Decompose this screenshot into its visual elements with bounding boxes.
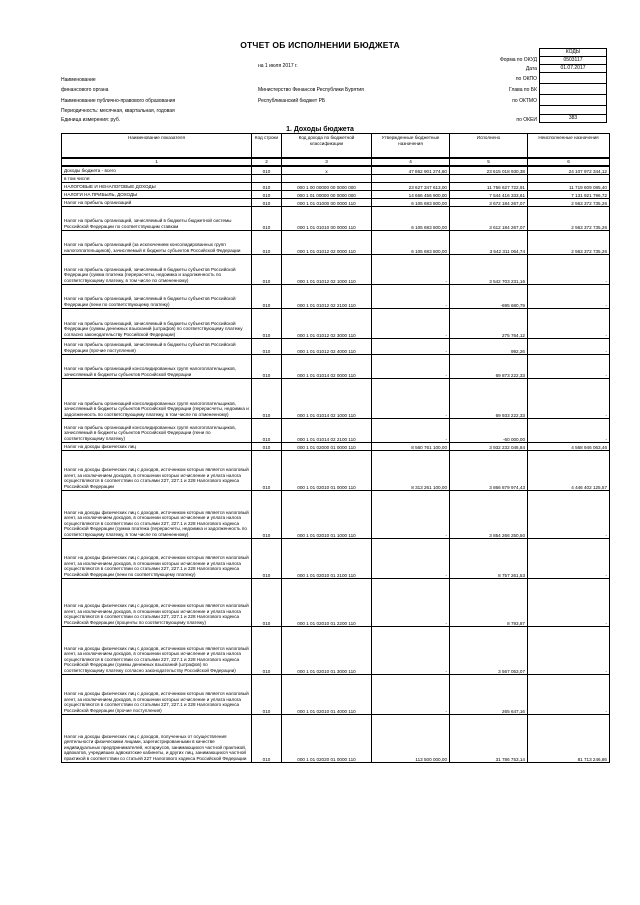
row-rest: - <box>528 674 610 714</box>
col-header-approved: Утвержденные бюджетные назначения <box>372 134 450 159</box>
table-row <box>62 578 610 626</box>
code-date: 01.07.2017 <box>540 65 607 73</box>
row-done: 31 786 753,14 <box>450 714 528 762</box>
row-code: 010 <box>252 378 282 418</box>
label-date: Дата <box>525 66 537 72</box>
row-code: 010 <box>252 714 282 762</box>
row-approved: 6 105 683 800,00 <box>372 198 450 206</box>
row-kbk: 000 1 01 01012 02 0000 110 <box>282 230 372 254</box>
row-name: НАЛОГИ НА ПРИБЫЛЬ, ДОХОДЫ <box>62 190 252 198</box>
row-name: Налог на прибыль организаций, зачисляемый в бюджеты субъектов Российской Федерации (суммы денежных взысканий (штрафов) по соответствующему платежу согласно законодательству Российской Федерации) <box>62 308 252 338</box>
row-done: 265 647,16 <box>450 674 528 714</box>
table-row <box>62 166 610 174</box>
row-name: в том числе: <box>62 174 252 182</box>
row-name: Доходы бюджета - всего <box>62 166 252 174</box>
row-name: Налог на доходы физических лиц с доходов, источником которых является налоговый агент, за исключением доходов, в отношении которых исчисление и уплата налога осуществляются в соответствии со статьями 227, 227.1 и 228 Налогового кодекса Российской Федерации <box>62 450 252 490</box>
table-row <box>62 308 610 338</box>
row-name: Налог на доходы физических лиц с доходов, источником которых является налоговый агент, за исключением доходов, в отношении которых исчисление и уплата налога осуществляются в соответствии со статьями 227, 227.1 и 228 Налогового кодекса Российской Федерации (пени по соответствующему платежу) <box>62 538 252 578</box>
row-name: Налог на доходы физических лиц с доходов, источником которых является налоговый агент, за исключением доходов, в отношении которых исчисление и уплата налога осуществляются в соответствии со статьями 227, 227.1 и 228 Налогового кодекса Российской Федерации (суммы денежных взысканий (штрафов) по соответствующему платежу согласно законодательству Российской Федерации) <box>62 626 252 674</box>
header-fin-organ-value: Министерство Финансов Республики Бурятия <box>258 87 364 93</box>
row-done: 3 866 879 974,43 <box>450 450 528 490</box>
row-code: 010 <box>252 198 282 206</box>
row-code: 010 <box>252 166 282 174</box>
row-kbk: 000 1 01 01012 02 2100 110 <box>282 284 372 308</box>
row-code: 010 <box>252 254 282 284</box>
codes-head: КОДЫ <box>540 49 607 57</box>
row-code: 010 <box>252 578 282 626</box>
col-num: 4 <box>372 158 450 166</box>
row-approved: 47 862 901 274,60 <box>372 166 450 174</box>
row-done: 23 615 018 930,38 <box>450 166 528 174</box>
row-kbk: 000 1 01 01014 02 0000 110 <box>282 354 372 378</box>
col-header-rest: Неисполненные назначения <box>528 134 610 159</box>
code-okei: 383 <box>540 115 607 123</box>
row-rest: 2 563 372 735,26 <box>528 206 610 230</box>
row-rest: - <box>528 338 610 354</box>
row-done: 7 544 416 333,61 <box>450 190 528 198</box>
row-code: 010 <box>252 308 282 338</box>
table-row <box>62 230 610 254</box>
row-rest: - <box>528 626 610 674</box>
table-body <box>62 166 610 762</box>
code-okud: 0503117 <box>540 57 607 65</box>
col-header-name: Наименование показателя <box>62 134 252 159</box>
col-header-done: Исполнено <box>450 134 528 159</box>
row-rest: 4 568 946 063,46 <box>528 442 610 450</box>
row-code: 010 <box>252 674 282 714</box>
row-name: Налог на прибыль организаций консолидированных групп налогоплательщиков, зачисляемый в бюджеты субъектов Российской Федерации <box>62 354 252 378</box>
row-approved: 8 560 761 100,00 <box>372 442 450 450</box>
header-label-fin-organ: финансового органа <box>61 87 109 93</box>
col-num: 2 <box>252 158 282 166</box>
row-rest: - <box>528 308 610 338</box>
row-approved: - <box>372 354 450 378</box>
row-kbk: 000 1 01 02010 01 3000 110 <box>282 626 372 674</box>
table-row <box>62 254 610 284</box>
row-name: Налог на доходы физических лиц с доходов, источником которых является налоговый агент, за исключением доходов, в отношении которых исчисление и уплата налога осуществляются в соответствии со статьями 227, 227.1 и 228 Налогового кодекса Российской Федерации (проценты по соответствующему платежу) <box>62 578 252 626</box>
row-rest: 81 713 246,86 <box>528 714 610 762</box>
row-name: Налог на доходы физических лиц <box>62 442 252 450</box>
row-code: 010 <box>252 354 282 378</box>
row-rest: 11 719 609 085,40 <box>528 182 610 190</box>
row-approved <box>372 174 450 182</box>
report-title: ОТЧЕТ ОБ ИСПОЛНЕНИИ БЮДЖЕТА <box>240 40 400 50</box>
row-done: 3 854 266 250,50 <box>450 490 528 538</box>
row-name: Налог на прибыль организаций, зачисляемый в бюджеты субъектов Российской Федерации (прочие поступления) <box>62 338 252 354</box>
row-code <box>252 174 282 182</box>
header-label-periodicity: Периодичность: месячная, квартальная, годовая <box>61 108 175 114</box>
row-rest: - <box>528 284 610 308</box>
row-code: 010 <box>252 338 282 354</box>
row-name: Налог на доходы физических лиц с доходов, источником которых является налоговый агент, за исключением доходов, в отношении которых исчисление и уплата налога осуществляются в соответствии со статьями 227, 227.1 и 228 Налогового кодекса Российской Федерации (прочие поступления) <box>62 674 252 714</box>
row-approved: - <box>372 378 450 418</box>
row-kbk: 000 1 01 02010 01 4000 110 <box>282 674 372 714</box>
row-approved: - <box>372 578 450 626</box>
col-header-kbk: Код дохода по бюджетной классификации <box>282 134 372 159</box>
label-okei: по ОКЕИ <box>516 117 537 123</box>
row-name: Налог на прибыль организаций, зачисляемый в бюджеты бюджетной системы Российской Федерации по соответствующим ставкам <box>62 206 252 230</box>
row-code: 010 <box>252 284 282 308</box>
header-label-unit: Единица измерения: руб. <box>61 117 121 123</box>
row-kbk: 000 1 01 01014 02 2100 110 <box>282 418 372 442</box>
row-approved: - <box>372 254 450 284</box>
row-kbk: 000 1 01 01000 00 0000 110 <box>282 198 372 206</box>
col-num: 3 <box>282 158 372 166</box>
col-num: 5 <box>450 158 528 166</box>
row-rest: - <box>528 538 610 578</box>
table-row <box>62 284 610 308</box>
row-kbk: 000 1 01 01014 02 1000 110 <box>282 378 372 418</box>
row-done: 275 764,12 <box>450 308 528 338</box>
row-approved: - <box>372 308 450 338</box>
row-done: 69 873 222,33 <box>450 354 528 378</box>
row-done <box>450 174 528 182</box>
table-row <box>62 626 610 674</box>
row-approved: 8 313 261 100,00 <box>372 450 450 490</box>
row-done: -695 680,79 <box>450 284 528 308</box>
row-kbk <box>282 174 372 182</box>
row-done: 3 672 184 267,07 <box>450 198 528 206</box>
code-okpo <box>540 73 607 84</box>
row-done: 992,26 <box>450 338 528 354</box>
row-rest: - <box>528 418 610 442</box>
row-done: 3 612 184 267,07 <box>450 206 528 230</box>
col-header-code: Код строки <box>252 134 282 159</box>
row-approved: 14 666 456 900,00 <box>372 190 450 198</box>
row-kbk: 000 1 01 00000 00 0000 000 <box>282 190 372 198</box>
row-rest: - <box>528 254 610 284</box>
row-done: 11 756 627 722,91 <box>450 182 528 190</box>
row-rest: 2 563 372 735,26 <box>528 198 610 206</box>
row-rest: - <box>528 578 610 626</box>
row-name: Налог на прибыль организаций консолидированных групп налогоплательщиков, зачисляемый в бюджеты субъектов Российской Федерации (пени по соответствующему платежу) <box>62 418 252 442</box>
row-name: НАЛОГОВЫЕ И НЕНАЛОГОВЫЕ ДОХОДЫ <box>62 182 252 190</box>
label-oktmo: по ОКТМО <box>512 98 537 104</box>
row-kbk: 000 1 01 01012 02 4000 110 <box>282 338 372 354</box>
table-row <box>62 714 610 762</box>
col-num: 1 <box>62 158 252 166</box>
table-row <box>62 338 610 354</box>
row-code: 010 <box>252 442 282 450</box>
row-done: 8 793,87 <box>450 578 528 626</box>
row-kbk: 000 1 01 02010 01 2200 110 <box>282 578 372 626</box>
table-row <box>62 174 610 182</box>
row-code: 010 <box>252 190 282 198</box>
header-ppo-value: Республиканский бюджет РБ <box>258 98 326 104</box>
header-date-line: на 1 июля 2017 г. <box>258 63 298 69</box>
row-kbk: 000 1 01 01012 02 1000 110 <box>282 254 372 284</box>
row-code: 010 <box>252 206 282 230</box>
row-approved: 6 105 683 800,00 <box>372 230 450 254</box>
row-code: 010 <box>252 490 282 538</box>
row-approved: - <box>372 626 450 674</box>
row-approved: 6 105 683 800,00 <box>372 206 450 230</box>
table-row <box>62 538 610 578</box>
row-kbk: 000 1 01 01012 02 3000 110 <box>282 308 372 338</box>
table-row <box>62 418 610 442</box>
label-glava: Глава по БК <box>509 87 537 93</box>
table-row <box>62 490 610 538</box>
row-approved: - <box>372 338 450 354</box>
col-num: 6 <box>528 158 610 166</box>
row-code: 010 <box>252 538 282 578</box>
row-done: 3 932 232 046,84 <box>450 442 528 450</box>
table-row <box>62 442 610 450</box>
row-kbk: 000 1 00 00000 00 0000 000 <box>282 182 372 190</box>
row-done: 8 757 261,53 <box>450 538 528 578</box>
row-rest: 4 446 402 125,57 <box>528 450 610 490</box>
row-name: Налог на прибыль организаций, зачисляемый в бюджеты субъектов Российской Федерации (сумма платежа (перерасчеты, недоимка и задолженность по соответствующему платежу, в том числе по отмененному) <box>62 254 252 284</box>
row-approved: - <box>372 674 450 714</box>
column-numbers-row <box>62 158 610 166</box>
row-kbk: 000 1 01 02020 01 0000 110 <box>282 714 372 762</box>
code-oktmo <box>540 95 607 106</box>
row-name: Налог на прибыль организаций консолидированных групп налогоплательщиков, зачисляемый в бюджеты субъектов Российской Федерации (перерасчеты, недоимка и задолженность по соответствующему платежу, в том числе по отмененному) <box>62 378 252 418</box>
row-kbk: 000 1 01 01010 00 0000 110 <box>282 206 372 230</box>
row-kbk: 000 1 01 02010 01 0000 110 <box>282 450 372 490</box>
row-kbk: 000 1 01 02010 01 1000 110 <box>282 490 372 538</box>
row-kbk: x <box>282 166 372 174</box>
header-label-name: Наименование <box>61 77 96 83</box>
row-approved: - <box>372 490 450 538</box>
table-header-row <box>62 134 610 159</box>
row-approved: - <box>372 284 450 308</box>
table-row <box>62 198 610 206</box>
row-rest: - <box>528 354 610 378</box>
row-code: 010 <box>252 450 282 490</box>
code-blank <box>540 106 607 115</box>
income-table <box>61 133 610 763</box>
table-row <box>62 206 610 230</box>
code-glava <box>540 84 607 95</box>
row-kbk: 000 1 01 02000 01 0000 110 <box>282 442 372 450</box>
row-rest <box>528 174 610 182</box>
row-rest: - <box>528 490 610 538</box>
row-name: Налог на прибыль организаций <box>62 198 252 206</box>
header-label-ppo: Наименование публично-правового образования <box>61 98 176 104</box>
row-done: 3 542 703 231,16 <box>450 254 528 284</box>
row-approved: 23 627 347 613,00 <box>372 182 450 190</box>
row-done: 69 933 222,33 <box>450 378 528 418</box>
row-code: 010 <box>252 230 282 254</box>
row-code: 010 <box>252 182 282 190</box>
table-row <box>62 450 610 490</box>
row-name: Налог на прибыль организаций (за исключением консолидированных групп налогоплательщиков), зачисляемый в бюджеты субъектов Российской Федерации <box>62 230 252 254</box>
row-rest: 7 131 921 796,72 <box>528 190 610 198</box>
row-done: 3 567 053,07 <box>450 626 528 674</box>
row-done: -60 000,00 <box>450 418 528 442</box>
row-approved: 113 500 000,00 <box>372 714 450 762</box>
row-rest: 2 563 372 735,26 <box>528 230 610 254</box>
section-title: 1. Доходы бюджета <box>286 126 354 133</box>
label-okpo: по ОКПО <box>515 76 537 82</box>
row-rest: 24 107 972 344,12 <box>528 166 610 174</box>
row-rest: - <box>528 378 610 418</box>
table-row <box>62 354 610 378</box>
row-code: 010 <box>252 626 282 674</box>
row-approved: - <box>372 418 450 442</box>
table-row <box>62 190 610 198</box>
row-code: 010 <box>252 418 282 442</box>
label-okud: Форма по ОКУД <box>499 57 537 63</box>
row-done: 3 542 311 064,74 <box>450 230 528 254</box>
codes-table <box>539 48 607 123</box>
row-kbk: 000 1 01 02010 01 2100 110 <box>282 538 372 578</box>
table-row <box>62 182 610 190</box>
row-name: Налог на доходы физических лиц с доходов, источником которых является налоговый агент, за исключением доходов, в отношении которых исчисление и уплата налога осуществляются в соответствии со статьями 227, 227.1 и 228 Налогового кодекса Российской Федерации (сумма платежа (перерасчеты, недоимка и задолженность по соответствующему платежу, в том числе по отмененному) <box>62 490 252 538</box>
table-row <box>62 674 610 714</box>
row-name: Налог на прибыль организаций, зачисляемый в бюджеты субъектов Российской Федерации (пени по соответствующему платежу) <box>62 284 252 308</box>
row-name: Налог на доходы физических лиц с доходов, полученных от осуществления деятельности физическими лицами, зарегистрированными в качестве индивидуальных предпринимателей, нотариусов, занимающихся частной практикой, адвокатов, учредивших адвокатские кабинеты, и других лиц, занимающихся частной практикой в соответствии со статьей 227 Налогового кодекса Российской Федерации <box>62 714 252 762</box>
table-row <box>62 378 610 418</box>
row-approved: - <box>372 538 450 578</box>
